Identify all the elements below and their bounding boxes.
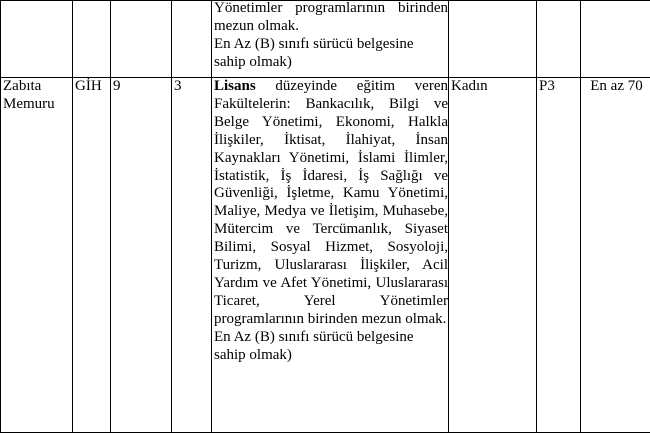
license-requirement: En Az (B) sınıfı sürücü belgesine sahip olmak) [214, 328, 414, 363]
qualification-text [214, 78, 448, 329]
license-requirement: En Az (B) sınıfı sürücü belgesine sahip olmak) [214, 35, 414, 70]
count-cell: 3 [172, 78, 212, 433]
count-cell [172, 1, 212, 78]
kpss-cell [537, 1, 581, 78]
kpss-cell: P3 [537, 78, 581, 433]
qualification-text: Yönetimler programlarının birinden mezun olmak. [214, 0, 448, 34]
qualification-cell [212, 1, 449, 78]
table-row [1, 78, 650, 433]
grade-cell [111, 1, 172, 78]
gender-cell [449, 1, 537, 78]
qualification-programs: düzeyinde eğitim veren Fakültelerin: Bankacılık, Bilgi ve Belge Yönetimi, Ekonomi, Halkla İlişkiler, İktisat, İlahiyat, İnsan Kaynakları Yönetimi, İslami İlimler, İstatistik, İş İdaresi, İş Sağlığı ve Güvenliği, İşletme, Kamu Yönetimi, Maliye, Medya ve İletişim, Muhasebe, Mütercim ve Tercümanlık, Siyaset Bilimi, Sosyal Hizmet, Sosyoloji, Turizm, Uluslararası İlişkiler, Acil Yardım ve Afet Yönetimi, Uluslararası Ticaret, Yerel Yönetimler programlarının birinden mezun olmak. [214, 78, 448, 327]
class-cell [73, 1, 111, 78]
table-row [1, 1, 650, 78]
education-level: Lisans [214, 78, 256, 94]
position-title-cell [1, 1, 73, 78]
class-cell: GİH [73, 78, 111, 433]
min-score-cell [581, 1, 650, 78]
min-score-cell: En az 70 [581, 78, 650, 433]
position-title-cell: Zabıta Memuru [1, 78, 73, 433]
qualification-cell [212, 78, 449, 433]
gender-cell: Kadın [449, 78, 537, 433]
grade-cell: 9 [111, 78, 172, 433]
